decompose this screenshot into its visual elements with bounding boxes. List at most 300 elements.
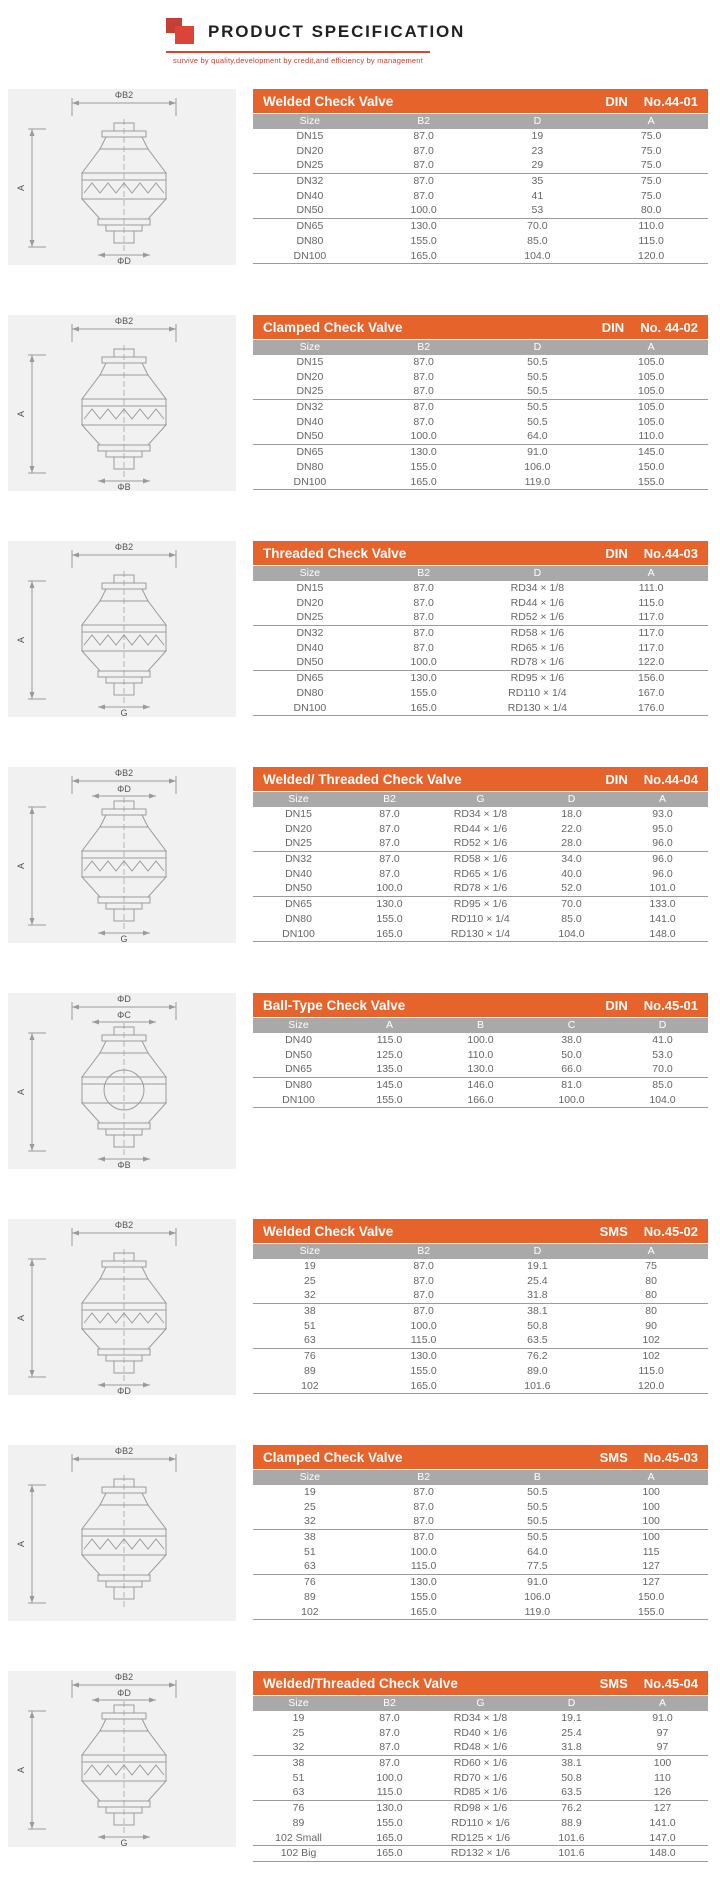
dim-bottom-label: G [120,708,128,717]
table-cell: 167.0 [637,686,665,699]
table-row [253,1288,708,1304]
table-cell: 63 [292,1786,305,1799]
column-header: A [647,341,655,353]
table-cell: 87.0 [413,144,434,157]
table-cell: 104.0 [524,249,551,262]
spec-table [253,541,708,716]
dim-top-group [72,542,176,568]
table-cell: 101.6 [558,1847,585,1860]
table-cell: 101.6 [558,1831,585,1844]
table-cell: 100 [642,1500,660,1513]
table-cell: 130.0 [410,672,437,685]
table-body [253,807,708,942]
table-cell: 41.0 [652,1034,673,1046]
table-cell: 50.5 [527,1531,548,1544]
dim-bottom-label: ΦD [117,1386,131,1395]
table-title-bar [253,89,708,113]
standard-code [605,546,698,561]
table-cell: 85.0 [561,912,582,925]
table-cell: 91.0 [652,1712,673,1724]
table-cell: 102 [301,1379,319,1392]
valve-schematic [16,315,228,491]
standard-code [600,1450,698,1465]
header [8,18,708,65]
column-header: Size [288,1019,309,1031]
table-row [253,203,708,219]
dim-left-group [16,129,46,247]
table-cell: 100.0 [410,1545,437,1558]
table-cell: 135.0 [376,1063,403,1076]
standard-label: DIN [605,771,628,787]
table-cell: 91.0 [527,446,548,459]
table-cell: 19 [292,1712,305,1724]
table-cell: 176.0 [637,701,665,714]
dim-top-group [72,1446,176,1472]
table-cell: 87.0 [413,582,434,594]
dim-left-group [16,1485,46,1603]
table-cell: 18.0 [561,808,582,820]
column-header: Size [299,115,321,127]
table-cell: 19.1 [561,1712,582,1724]
table-cell: 96.0 [652,837,673,850]
table-cell: DN65 [285,898,312,911]
table-cell: 70.0 [527,220,548,233]
table-cell: 165.0 [376,1831,403,1844]
table-cell: 50.5 [527,385,548,398]
table-cell: 50.5 [527,1486,548,1498]
column-header: Size [288,793,309,805]
table-cell: 111.0 [638,582,664,594]
table-cell: DN40 [285,1034,312,1046]
valve-schematic [16,89,228,265]
table-cell: 87.0 [413,356,434,368]
table-row [253,234,708,249]
table-cell: RD60 × 1/6 [453,1757,508,1770]
column-header: B [476,1019,484,1031]
table-cell: DN100 [293,249,327,262]
table-cell: 51 [304,1319,316,1332]
table-cell: DN20 [296,370,324,383]
table-cell: 122.0 [637,656,665,669]
column-header: D [658,1019,667,1031]
table-cell: 100.0 [410,204,437,217]
table-cell: 87.0 [413,596,434,609]
table-cell: RD130 × 1/4 [450,927,511,940]
table-cell: 130.0 [410,220,437,233]
table-cell: 19 [304,1260,316,1272]
column-header: D [567,793,576,805]
table-row [253,1785,708,1801]
table-row [253,626,708,641]
table-cell: DN25 [296,385,324,398]
table-title-bar [253,1219,708,1243]
valve-body-shape [82,1023,166,1155]
table-cell: 105.0 [637,401,665,414]
standard-label: SMS [599,1675,628,1691]
table-body [253,129,708,264]
table-row [253,881,708,897]
table-cell: 87.0 [413,1486,434,1498]
table-row [253,1575,708,1590]
dim-bottom-group [98,705,150,718]
table-cell: DN20 [296,144,324,157]
column-header: B2 [417,115,431,127]
dim-top2-label: ΦD [117,1688,131,1698]
table-cell: 87.0 [379,1726,400,1739]
table-cell: 80.0 [640,204,662,217]
valve-section [8,315,708,491]
table-row [253,1801,708,1816]
table-cell: 106.0 [524,460,551,473]
table-row [253,445,708,460]
table-row [253,836,708,852]
table-cell: 106.0 [524,1590,551,1603]
table-cell: DN65 [296,446,324,459]
column-header: Size [288,1697,309,1709]
table-row [253,807,708,822]
column-header: Size [299,341,321,353]
standard-code [605,772,698,787]
code-label: No. 44-02 [640,319,698,335]
table-cell: 25.4 [527,1274,548,1287]
table-row [253,686,708,701]
table-cell: 63.5 [527,1334,548,1347]
table-cell: 38.1 [561,1757,582,1770]
table-cell: 87.0 [413,1274,434,1287]
column-header: A [658,1697,666,1709]
column-header-row [253,566,708,581]
table-cell: DN100 [293,701,327,714]
table-cell: 165.0 [410,249,437,262]
section-title: Welded/ Threaded Check Valve [263,771,462,787]
table-row [253,596,708,611]
table-cell: 105.0 [637,370,665,383]
table-body [253,1711,708,1862]
table-cell: 32 [304,1289,316,1302]
table-cell: 115.0 [410,1334,437,1347]
table-cell: 31.8 [561,1741,582,1754]
table-cell: 75.0 [640,175,662,188]
dim-bottom-group [98,1157,150,1170]
sections-container [8,89,708,1862]
valve-section [8,1671,708,1862]
table-cell: 102 [642,1334,660,1347]
standard-code [600,1224,698,1239]
section-title: Ball-Type Check Valve [263,997,406,1013]
tagline: survive by quality,development by credit,and efficiency by management [173,56,423,65]
table-cell: 115.0 [638,1364,664,1377]
section-title: Welded Check Valve [263,1223,394,1239]
table-cell: 115.0 [638,596,664,609]
table-cell: 146.0 [467,1079,494,1092]
table-cell: 89 [304,1364,316,1377]
column-header: A [647,115,655,127]
table-cell: 97 [656,1741,669,1754]
dim-bottom-group [98,1835,150,1848]
code-label: No.45-04 [643,1675,698,1691]
table-cell: 89 [304,1590,316,1603]
section-title: Welded/Threaded Check Valve [263,1675,458,1691]
table-cell: 102 [642,1350,660,1363]
table-row [253,1846,708,1862]
section-title: Clamped Check Valve [263,319,403,335]
spec-table [253,767,708,942]
table-cell: 25.4 [561,1726,582,1739]
table-cell: 96.0 [652,853,673,866]
table-row [253,1062,708,1078]
column-header: D [533,341,542,353]
table-body [253,1033,708,1108]
table-cell: RD110 × 1/4 [451,912,510,925]
table-cell: 127 [642,1560,660,1573]
table-cell: 32 [304,1515,316,1528]
table-cell: 66.0 [561,1063,582,1076]
table-cell: 100 [642,1515,660,1528]
column-header: Size [299,567,321,579]
table-cell: 166.0 [467,1093,494,1106]
table-cell: 145.0 [376,1079,403,1092]
table-cell: 100.0 [410,656,437,669]
table-body [253,1259,708,1394]
valve-schematic [16,1445,228,1621]
brand-logo [166,18,196,46]
table-cell: 155.0 [376,912,403,925]
table-cell: 130.0 [410,1576,437,1589]
table-cell: 75.0 [640,159,662,172]
table-cell: 53 [531,204,544,217]
table-title-bar [253,1445,708,1469]
standard-label: SMS [599,1223,628,1239]
column-header: D [567,1697,576,1709]
table-cell: 87.0 [413,1531,434,1544]
table-row [253,129,708,144]
dim-top-label: ΦB2 [114,1672,134,1682]
code-label: No.45-02 [643,1223,698,1239]
dim-top-label: ΦB2 [114,1220,134,1230]
table-cell: 150.0 [637,460,665,473]
table-cell: 50.0 [561,1048,582,1061]
dim-bottom-group [98,479,150,492]
dim-left-group [16,581,46,699]
dim-top2-group [92,1688,156,1703]
table-cell: 76.2 [561,1802,582,1815]
column-header-row [253,1470,708,1485]
table-cell: 87.0 [413,189,434,202]
table-cell: RD130 × 1/4 [507,701,567,714]
column-header-row [253,1244,708,1259]
table-cell: RD95 × 1/6 [510,672,565,685]
table-cell: 89.0 [527,1364,548,1377]
table-row [253,610,708,626]
table-cell: 87.0 [413,370,434,383]
table-cell: 51 [292,1771,305,1784]
table-cell: DN15 [285,808,312,820]
table-row [253,912,708,927]
valve-drawing-box [8,767,236,943]
valve-drawing-box [8,541,236,717]
table-cell: RD110 × 1/4 [508,686,567,699]
table-row [253,1333,708,1349]
column-header: A [385,1019,393,1031]
dim-bottom-label: ΦB [117,482,131,491]
table-cell: RD34 × 1/8 [453,1712,508,1724]
table-cell: 110.0 [638,430,664,443]
table-cell: 165.0 [410,701,437,714]
column-header: B2 [417,1471,431,1483]
table-cell: DN15 [296,130,324,142]
table-cell: RD110 × 1/6 [451,1816,510,1829]
table-cell: 150.0 [637,1590,665,1603]
spec-table [253,89,708,264]
dim-bottom-label: ΦD [117,256,131,265]
table-cell: DN15 [296,582,324,594]
table-cell: 87.0 [379,808,400,820]
dim-bottom-group [98,931,150,944]
table-cell: 50.5 [527,401,548,414]
dim-left-label: A [16,184,26,192]
table-row [253,1259,708,1274]
table-cell: 50.5 [527,1500,548,1513]
table-cell: 87.0 [413,401,434,414]
table-cell: 155.0 [637,475,665,488]
valve-body-shape [82,1701,166,1833]
table-cell: DN80 [285,912,312,925]
table-cell: 105.0 [637,385,665,398]
table-cell: 87.0 [379,822,400,835]
table-cell: 105.0 [637,415,665,428]
table-row [253,1349,708,1364]
table-cell: 117.0 [638,641,664,654]
table-cell: 52.0 [561,882,582,895]
table-cell: 155.0 [410,460,437,473]
table-cell: 130.0 [410,1350,437,1363]
table-cell: 120.0 [637,1379,665,1392]
table-cell: RD70 × 1/6 [453,1771,508,1784]
table-cell: 51 [304,1545,316,1558]
table-cell: DN20 [285,822,312,835]
table-cell: 91.0 [527,1576,548,1589]
table-cell: RD78 × 1/6 [453,882,508,895]
table-cell: 50.5 [527,1515,548,1528]
logo-front-square [175,26,194,44]
table-title-bar [253,1671,708,1695]
dim-top-group [72,316,176,342]
table-row [253,1590,708,1605]
table-cell: 19 [531,130,544,142]
table-cell: 130.0 [376,1802,403,1815]
table-cell: 81.0 [561,1079,582,1092]
table-cell: 90 [645,1319,657,1332]
valve-body-shape [82,571,166,703]
column-header: B2 [417,341,431,353]
table-cell: 76 [304,1350,316,1363]
table-row [253,655,708,671]
table-cell: RD58 × 1/6 [510,627,565,640]
table-cell: DN50 [296,204,324,217]
table-row [253,1319,708,1334]
table-cell: DN50 [296,656,324,669]
table-cell: 50.5 [527,415,548,428]
valve-schematic [16,993,228,1169]
table-cell: 87.0 [379,1712,400,1724]
table-cell: 101.0 [649,882,676,895]
table-cell: 165.0 [410,1605,437,1618]
table-cell: RD52 × 1/6 [510,611,565,624]
table-cell: 31.8 [527,1289,548,1302]
table-cell: 117.0 [638,611,664,624]
dim-bottom-label: G [120,1838,128,1847]
table-cell: 96.0 [652,867,673,880]
spec-table [253,993,708,1108]
table-cell: 80 [645,1305,657,1318]
dim-left-label: A [16,1088,26,1096]
table-cell: 76.2 [527,1350,548,1363]
table-cell: 101.6 [524,1379,551,1392]
table-row [253,1379,708,1395]
table-cell: 75.0 [640,189,662,202]
table-cell: 102 Small [275,1831,322,1844]
table-cell: DN32 [296,627,324,640]
table-cell: 165.0 [376,927,403,940]
table-row [253,1033,708,1048]
table-cell: 50.5 [527,356,548,368]
table-cell: 63 [304,1560,316,1573]
table-cell: DN40 [296,641,324,654]
table-cell: 93.0 [652,808,673,820]
table-row [253,867,708,882]
table-cell: 34.0 [561,853,582,866]
table-cell: 117.0 [638,627,664,640]
standard-code [605,998,698,1013]
dim-bottom-label: ΦB [117,1160,131,1169]
table-row [253,1756,708,1771]
table-cell: 104.0 [558,927,585,940]
dim-top2-group [92,784,156,799]
table-row [253,475,708,491]
table-cell: 87.0 [413,641,434,654]
table-row [253,1304,708,1319]
table-cell: RD132 × 1/6 [450,1847,511,1860]
dim-left-label: A [16,636,26,644]
code-label: No.44-04 [643,771,698,787]
valve-drawing-box [8,1445,236,1621]
table-cell: 38 [304,1305,316,1318]
table-cell: 115.0 [638,234,664,247]
table-cell: 87.0 [413,415,434,428]
table-cell: RD58 × 1/6 [453,853,508,866]
valve-section [8,541,708,717]
table-row [253,1831,708,1847]
table-cell: 38.1 [527,1305,548,1318]
table-cell: 155.0 [637,1605,665,1618]
table-cell: 87.0 [413,130,434,142]
table-cell: 85.0 [652,1079,673,1092]
table-cell: 105.0 [637,356,665,368]
table-cell: 155.0 [376,1816,403,1829]
table-cell: 38.0 [561,1034,582,1046]
standard-code [605,94,698,109]
table-cell: 100.0 [410,1319,437,1332]
valve-drawing-box [8,89,236,265]
table-cell: 53.0 [652,1048,673,1061]
spec-table [253,1445,708,1620]
table-cell: DN40 [296,189,324,202]
table-row [253,174,708,189]
table-row [253,384,708,400]
table-cell: 25 [304,1500,316,1513]
standard-label: DIN [605,93,628,109]
table-title-bar [253,993,708,1017]
